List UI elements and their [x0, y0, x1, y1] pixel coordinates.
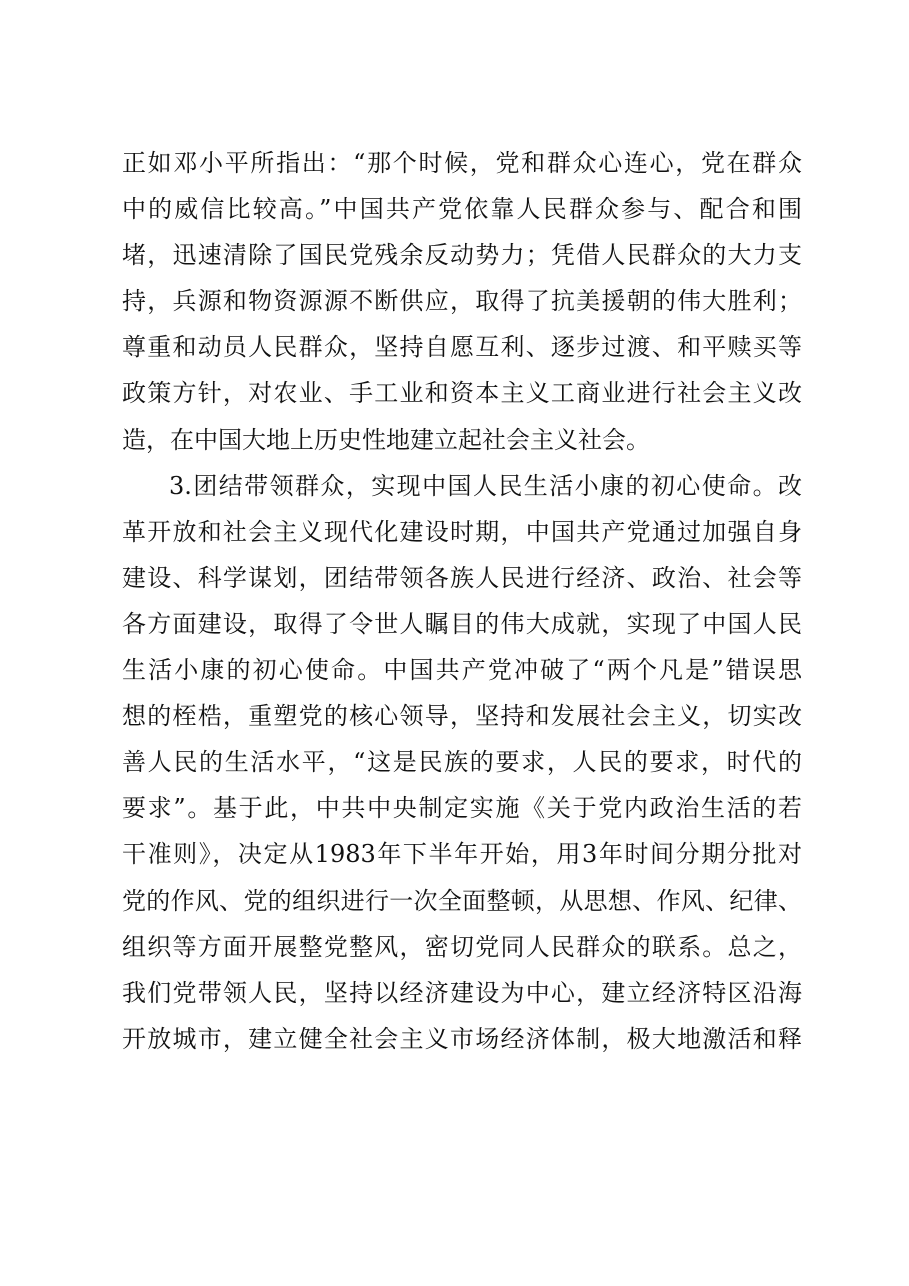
- text-line: 革开放和社会主义现代化建设时期，中国共产党通过加强自身: [122, 517, 802, 546]
- text-line: 开放城市，建立健全社会主义市场经济体制，极大地激活和释: [122, 1024, 802, 1053]
- text-line: 要求”。基于此，中共中央制定实施《关于党内政治生活的若: [122, 794, 802, 823]
- text-line: 组织等方面开展整党整风，密切党同人民群众的联系。总之，: [122, 932, 802, 961]
- body-text: [122, 140, 802, 1062]
- paragraph-heading-line: 3.团结带领群众，实现中国人民生活小康的初心使命。改: [169, 471, 802, 500]
- text-line: 生活小康的初心使命。中国共产党冲破了“两个凡是”错误思: [122, 656, 802, 685]
- text-line: 堵，迅速清除了国民党残余反动势力；凭借人民群众的大力支: [122, 241, 802, 270]
- text-line: 政策方针，对农业、手工业和资本主义工商业进行社会主义改: [122, 379, 802, 408]
- text-line: 尊重和动员人民群众，坚持自愿互利、逐步过渡、和平赎买等: [122, 333, 802, 362]
- text-line: 正如邓小平所指出：“那个时候，党和群众心连心，党在群众: [122, 149, 802, 177]
- text-line: 持，兵源和物资源源不断供应，取得了抗美援朝的伟大胜利；: [122, 287, 802, 316]
- text-line: 造，在中国大地上历史性地建立起社会主义社会。: [122, 425, 650, 454]
- text-line: 建设、科学谋划，团结带领各族人民进行经济、政治、社会等: [122, 563, 802, 592]
- text-line: 干准则》，决定从1983年下半年开始，用3年时间分期分批对: [122, 840, 802, 869]
- text-line: 善人民的生活水平，“这是民族的要求，人民的要求，时代的: [122, 748, 802, 777]
- text-line: 中的威信比较高。”中国共产党依靠人民群众参与、配合和围: [122, 195, 802, 224]
- text-line: 党的作风、党的组织进行一次全面整顿，从思想、作风、纪律、: [122, 886, 802, 915]
- text-line: 我们党带领人民，坚持以经济建设为中心，建立经济特区沿海: [122, 978, 802, 1007]
- text-line: 想的桎梏，重塑党的核心领导，坚持和发展社会主义，切实改: [122, 702, 802, 731]
- text-line: 各方面建设，取得了令世人瞩目的伟大成就，实现了中国人民: [122, 609, 802, 638]
